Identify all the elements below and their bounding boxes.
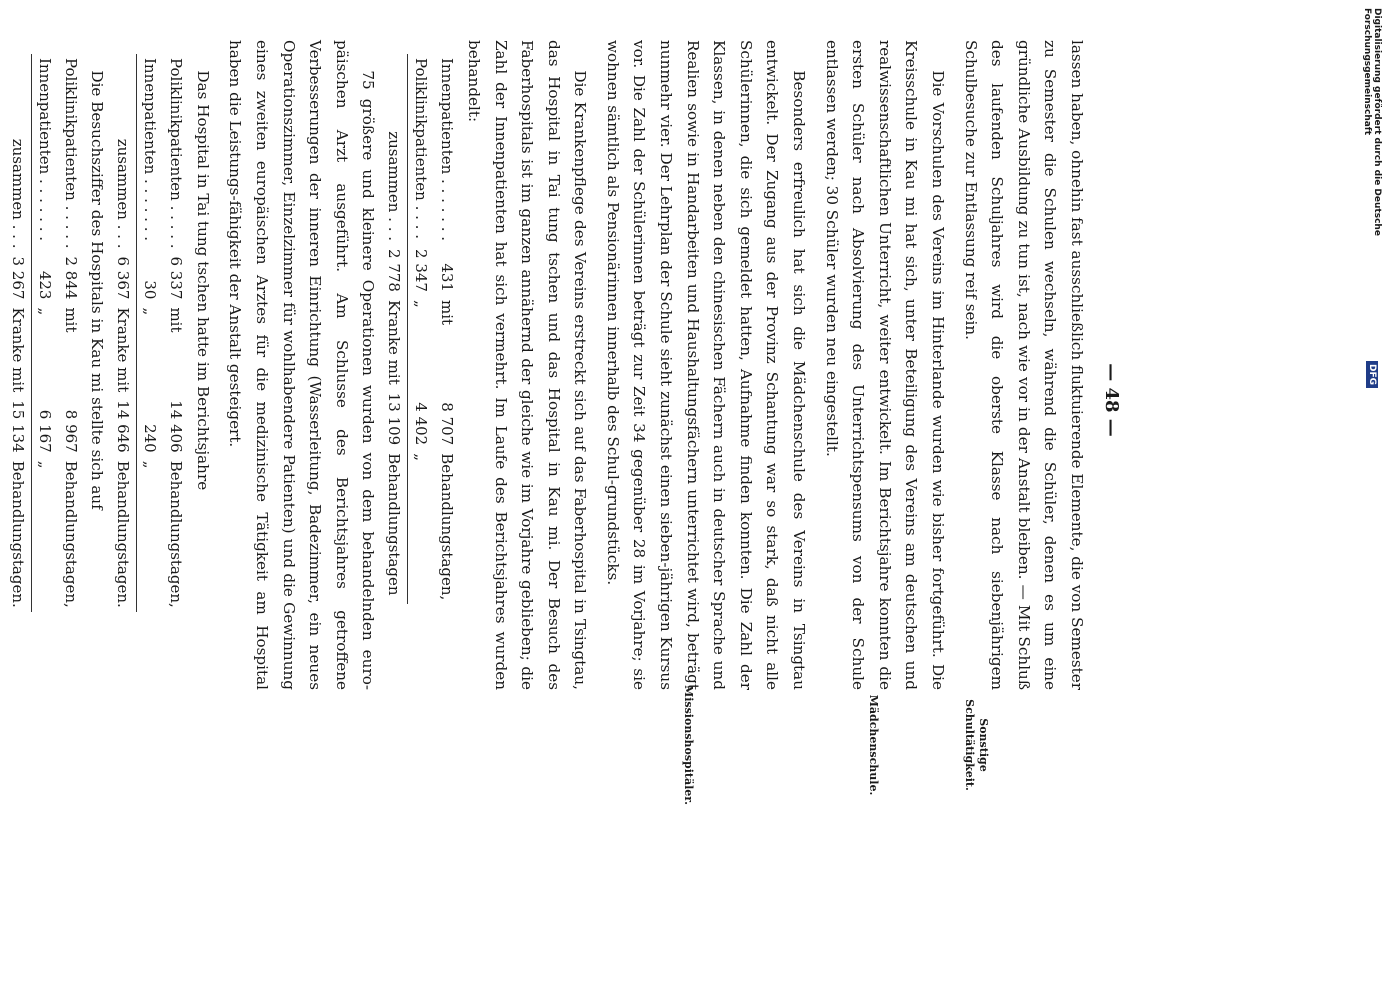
table-row [58,54,84,612]
table-cell: 3 267 [5,253,32,304]
dfg-logo: DFG [1366,361,1378,388]
table-cell: 2 844 [61,256,80,300]
paragraph: lassen haben, ohnehin fast ausschließlich fluktuierende Elemente, die von Semester zu Semester die Schulen wechseln, während die Schüler, denen es um eine gründliche Ausbildung zu tun ist, nach wie vor in der Anstalt bleiben. — Mit Schluß des laufenden Schuljahres wird die oberste Klasse nach siebenjährigem Schulbesuche zur Entlassung reif sein. [961,40,1086,690]
table-cell: Kranke mit [5,303,32,396]
table-row [163,54,189,612]
stats-table-tai-tung-tschen [110,54,189,612]
table-cell: „ [35,460,54,469]
dfg-credit-text: Digitalisierung gefördert durch die Deutsche Forschungsgemeinschaft [1362,8,1382,236]
table-cell: 2 778 [381,245,408,296]
table-cell: 6 367 [110,253,137,304]
margin-note-missionshospitaeler: Missionshospitäler. [682,685,695,805]
table-sum-row [5,54,32,612]
table-cell: Behandlungstagen, [167,460,186,608]
dfg-credit-strip [1361,8,1383,388]
table-cell: 8 967 [61,409,80,453]
table-cell: Poliklinikpatienten . . . . . [167,58,186,249]
table-row [408,54,435,604]
paragraph: Die Vorschulen des Vereins im Hinterlande wurden wie bisher fortgeführt. Die Kreisschule in Kau mi hat sich, unter Beteiligung des Vereins am deutschen und realwissenschaftlichen Unterricht, weiter entwickelt. Im Berichtsjahre konnten die ersten Schüler nach Absolvierung des Unterrichtspensums von der Schule entlassen werden; 30 Schüler wurden neu eingestellt. [822,40,948,690]
table-cell: 240 [141,424,160,453]
table-cell: 13 109 [381,389,408,450]
table-cell: mit [438,299,457,326]
table-cell: Poliklinikpatienten . . . . [412,58,431,239]
table-sum-row [110,54,137,612]
table-cell: „ [412,453,431,462]
table-cell: Kranke mit [110,303,137,396]
page-number: — 48 — [1101,363,1122,437]
table-cell: „ [141,460,160,469]
table-cell: Behandlungstagen, [61,460,80,608]
paragraph: Die Krankenpflege des Vereins erstreckt sich auf das Faberhospital in Tsingtau, das Hospital in Tai tung tschen und das Hospital in Kau mi. Der Besuch des Faberhospitals ist im ganzen annähernd der gleiche wie im Vorjahre geblieben; die Zahl der Innenpatienten hat sich vermehrt. Im Laufe des Berichtsjahres wurden behandelt: [464,40,590,690]
table-cell: Behandlungstagen. [110,457,137,612]
paragraph: Das Hospital in Tai tung tschen hatte im Berichtsjahre [193,70,212,491]
table-sum-row [381,54,408,604]
table-cell: 15 134 [5,396,32,457]
stats-table-faberhospital [381,54,460,604]
table-cell: 6 337 [167,256,186,300]
table-cell: 2 347 [412,249,431,292]
table-cell: zusammen . . . [5,54,32,253]
margin-note-schultaetigkeit: Sonstige Schultätigkeit. [963,699,990,791]
table-cell: 8 707 [438,402,457,446]
table-cell: zusammen . . . [110,54,137,253]
table-cell: Innenpatienten . . . . . . . [141,58,160,242]
table-cell: 14 406 [167,400,186,453]
table-row [31,54,58,612]
table-cell: 14 646 [110,396,137,457]
body-text [0,40,1090,690]
table-cell: „ [412,299,431,308]
paragraph: Die Besuchsziffer des Hospitals in Kau mi stellte sich auf [88,70,107,510]
table-cell: Innenpatienten . . . . . . . [35,58,54,242]
table-cell: „ [141,307,160,316]
table-cell: zusammen . . . [381,54,408,245]
table-cell: Behandlungstagen, [438,453,457,601]
table-cell: 4 402 [412,402,431,446]
table-cell: 6 167 [35,409,54,453]
table-row [137,54,164,612]
table-cell: mit [167,307,186,333]
paragraph: Besonders erfreulich hat sich die Mädchenschule des Vereins in Tsingtau entwickelt. Der Zugang aus der Provinz Schantung war so stark, daß nicht alle Schülerinnen, die sich gemeldet hatten, Aufnahme finden konnten. Die Zahl der Klassen, in denen neben den chinesischen Fächern auch in deutscher Sprache und Realien sowie in Handarbeiten und Haushaltungsfächern unterrichtet wird, beträgt nunmehr vier. Der Lehrplan der Schule sieht zunächst einen sieben-jährigen Kursus vor. Die Zahl der Schülerinnen beträgt zur Zeit 34 gegenüber 28 im Vorjahre; sie wohnen sämtlich als Pensionärinnen innerhalb des Schul-grundstücks. [603,40,809,690]
stats-table-kau-mi [5,54,84,612]
table-cell: Innenpatienten . . . . . . . [438,58,457,242]
table-cell: Poliklinikpatienten . . . . . [61,58,80,249]
table-cell: 431 [438,263,457,292]
table-cell: 423 [35,270,54,300]
table-cell: 30 [141,280,160,300]
table-cell: Behandlungstagen [381,449,408,604]
table-cell: Behandlungstagen. [5,457,32,612]
paragraph: 75 größere und kleinere Operationen wurden von dem behandelnden euro-päischen Arzt ausgeführt. Am Schlusse des Berichtsjahres getroffene Verbesserungen der inneren Einrichtung (Wasserleitung, Badezimmer, ein neues Operationszimmer, Einzelzimmer für wohlhabendere Patienten) und die Gewinnung eines zweiten europäischen Arztes für die medizinische Tätigkeit am Hospital haben die Leistungs-fähigkeit der Anstalt gesteigert. [226,40,378,690]
table-cell: Kranke mit [381,296,408,389]
margin-note-maedchenschule: Mädchenschule. [867,694,880,796]
rotated-page [0,40,1180,1000]
table-cell: mit [61,307,80,333]
table-cell: „ [35,307,54,316]
table-row [434,54,460,604]
